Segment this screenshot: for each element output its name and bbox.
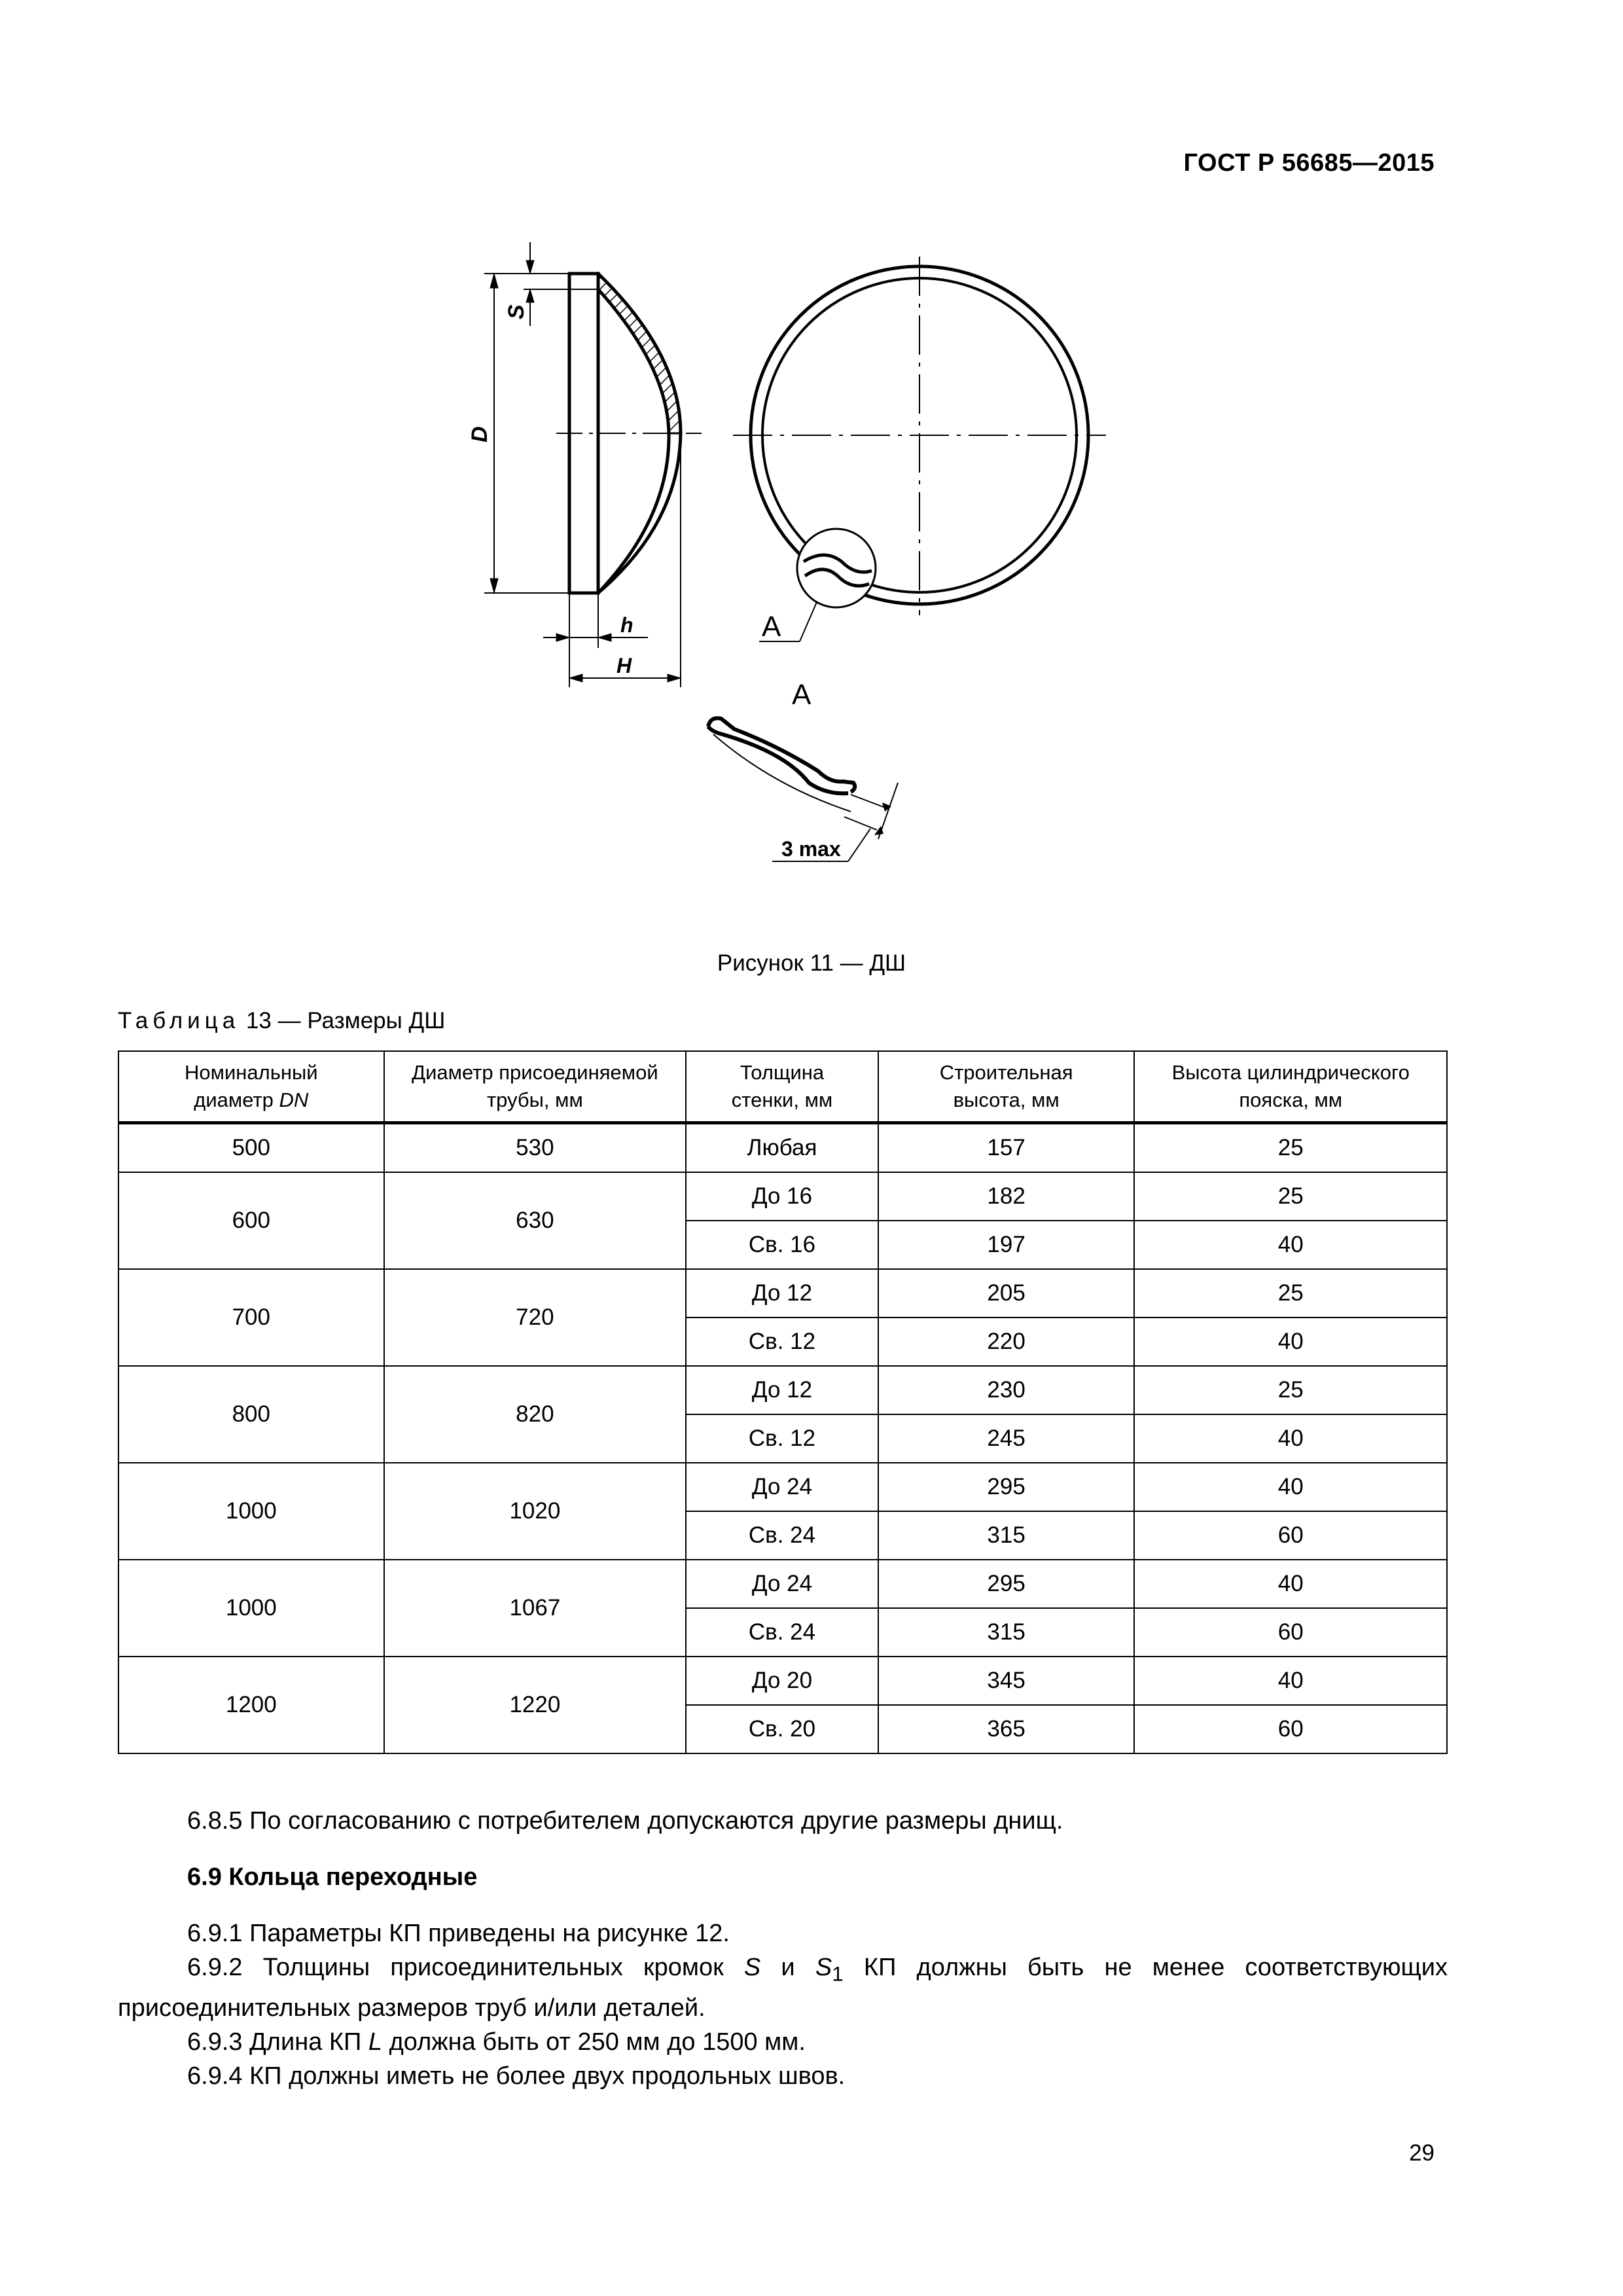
cell-belt: 25 <box>1134 1366 1447 1414</box>
paragraph-6-8-5: 6.8.5 По согласованию с потребителем допускаются другие размеры днищ. <box>187 1807 1063 1835</box>
cell-height: 365 <box>878 1705 1135 1753</box>
table-row <box>118 1123 1447 1173</box>
cell-pipe: 720 <box>384 1269 687 1366</box>
table-row <box>118 1657 1447 1705</box>
dimensions-table <box>118 1050 1448 1754</box>
cell-dn: 600 <box>118 1172 384 1269</box>
paragraph-6-9-3: 6.9.3 Длина КП L должна быть от 250 мм до 1500 мм. <box>187 2028 806 2056</box>
cell-height: 230 <box>878 1366 1135 1414</box>
header-dn: Номинальный диаметр DN <box>118 1051 384 1123</box>
cell-height: 205 <box>878 1269 1135 1318</box>
cell-height: 295 <box>878 1560 1135 1608</box>
cell-wall: До 20 <box>686 1657 878 1705</box>
cell-dn: 1200 <box>118 1657 384 1753</box>
cell-height: 197 <box>878 1221 1135 1269</box>
cell-height: 245 <box>878 1414 1135 1463</box>
figure-11-drawing <box>0 0 1623 916</box>
table-title-rest: 13 — Размеры ДШ <box>240 1008 446 1033</box>
cell-wall: Св. 12 <box>686 1414 878 1463</box>
cell-pipe: 630 <box>384 1172 687 1269</box>
cell-dn: 1000 <box>118 1463 384 1560</box>
table-row <box>118 1269 1447 1318</box>
cell-wall: Св. 12 <box>686 1318 878 1366</box>
cell-height: 345 <box>878 1657 1135 1705</box>
cell-wall: До 12 <box>686 1269 878 1318</box>
cell-belt: 40 <box>1134 1414 1447 1463</box>
dish-front-view <box>733 257 1106 641</box>
table-title <box>118 1008 445 1034</box>
cell-dn: 700 <box>118 1269 384 1366</box>
cell-belt: 25 <box>1134 1269 1447 1318</box>
label-h-big: H <box>616 654 632 677</box>
cell-belt: 40 <box>1134 1463 1447 1511</box>
header-pipe-diameter: Диаметр присоединяемой трубы, мм <box>384 1051 687 1123</box>
label-a-marker: A <box>762 611 781 643</box>
cell-belt: 60 <box>1134 1705 1447 1753</box>
cell-belt: 25 <box>1134 1172 1447 1221</box>
header-wall-thickness: Толщина стенки, мм <box>686 1051 878 1123</box>
cell-belt: 40 <box>1134 1221 1447 1269</box>
cell-height: 157 <box>878 1123 1135 1173</box>
header-build-height: Строительная высота, мм <box>878 1051 1135 1123</box>
table-title-prefix: Таблица <box>118 1008 240 1033</box>
header-belt-height: Высота цилиндрического пояска, мм <box>1134 1051 1447 1123</box>
cell-wall: Св. 16 <box>686 1221 878 1269</box>
cell-belt: 25 <box>1134 1123 1447 1173</box>
cell-pipe: 1067 <box>384 1560 687 1657</box>
cell-belt: 40 <box>1134 1657 1447 1705</box>
cell-wall: До 12 <box>686 1366 878 1414</box>
cell-height: 295 <box>878 1463 1135 1511</box>
cell-wall: До 24 <box>686 1560 878 1608</box>
cell-dn: 500 <box>118 1123 384 1173</box>
paragraph-6-9-1: 6.9.1 Параметры КП приведены на рисунке 12. <box>187 1920 730 1947</box>
section-heading-6-9: 6.9 Кольца переходные <box>187 1863 478 1891</box>
cell-wall: Св. 24 <box>686 1511 878 1560</box>
table-row <box>118 1366 1447 1414</box>
cell-belt: 40 <box>1134 1560 1447 1608</box>
cell-height: 182 <box>878 1172 1135 1221</box>
cell-wall: До 24 <box>686 1463 878 1511</box>
paragraph-6-9-2: 6.9.2 Толщины присоединительных кромок S и $S_1$ КП должны быть не менее соответствующих присоединительных размеров труб и/или деталей. <box>118 1954 1448 2022</box>
cell-dn: 1000 <box>118 1560 384 1657</box>
cell-height: 315 <box>878 1608 1135 1657</box>
body-text <box>118 1804 1448 2093</box>
label-d: D <box>467 426 492 442</box>
cell-pipe: 1220 <box>384 1657 687 1753</box>
table-row <box>118 1172 1447 1221</box>
cell-height: 315 <box>878 1511 1135 1560</box>
cell-wall: Св. 24 <box>686 1608 878 1657</box>
table-row <box>118 1560 1447 1608</box>
table-row <box>118 1463 1447 1511</box>
table-header-row <box>118 1051 1447 1123</box>
cell-pipe: 820 <box>384 1366 687 1463</box>
cell-pipe: 1020 <box>384 1463 687 1560</box>
label-3-max: 3 max <box>781 837 841 861</box>
cell-height: 220 <box>878 1318 1135 1366</box>
cell-wall: Любая <box>686 1123 878 1173</box>
cell-belt: 60 <box>1134 1608 1447 1657</box>
figure-caption: Рисунок 11 — ДШ <box>717 950 906 976</box>
dimension-h-and-H <box>543 433 681 687</box>
label-s: S <box>504 304 529 319</box>
cell-wall: Св. 20 <box>686 1705 878 1753</box>
cell-belt: 40 <box>1134 1318 1447 1366</box>
document-code: ГОСТ Р 56685—2015 <box>1183 149 1435 177</box>
cell-belt: 60 <box>1134 1511 1447 1560</box>
cell-dn: 800 <box>118 1366 384 1463</box>
dish-side-view <box>556 274 702 593</box>
dimension-d <box>484 274 568 593</box>
page-number: 29 <box>1409 2140 1435 2166</box>
cell-pipe: 530 <box>384 1123 687 1173</box>
detail-a-title: А <box>792 679 812 711</box>
cell-wall: До 16 <box>686 1172 878 1221</box>
paragraph-6-9-4: 6.9.4 КП должны иметь не более двух продольных швов. <box>187 2062 846 2090</box>
label-h-small: h <box>620 613 633 637</box>
